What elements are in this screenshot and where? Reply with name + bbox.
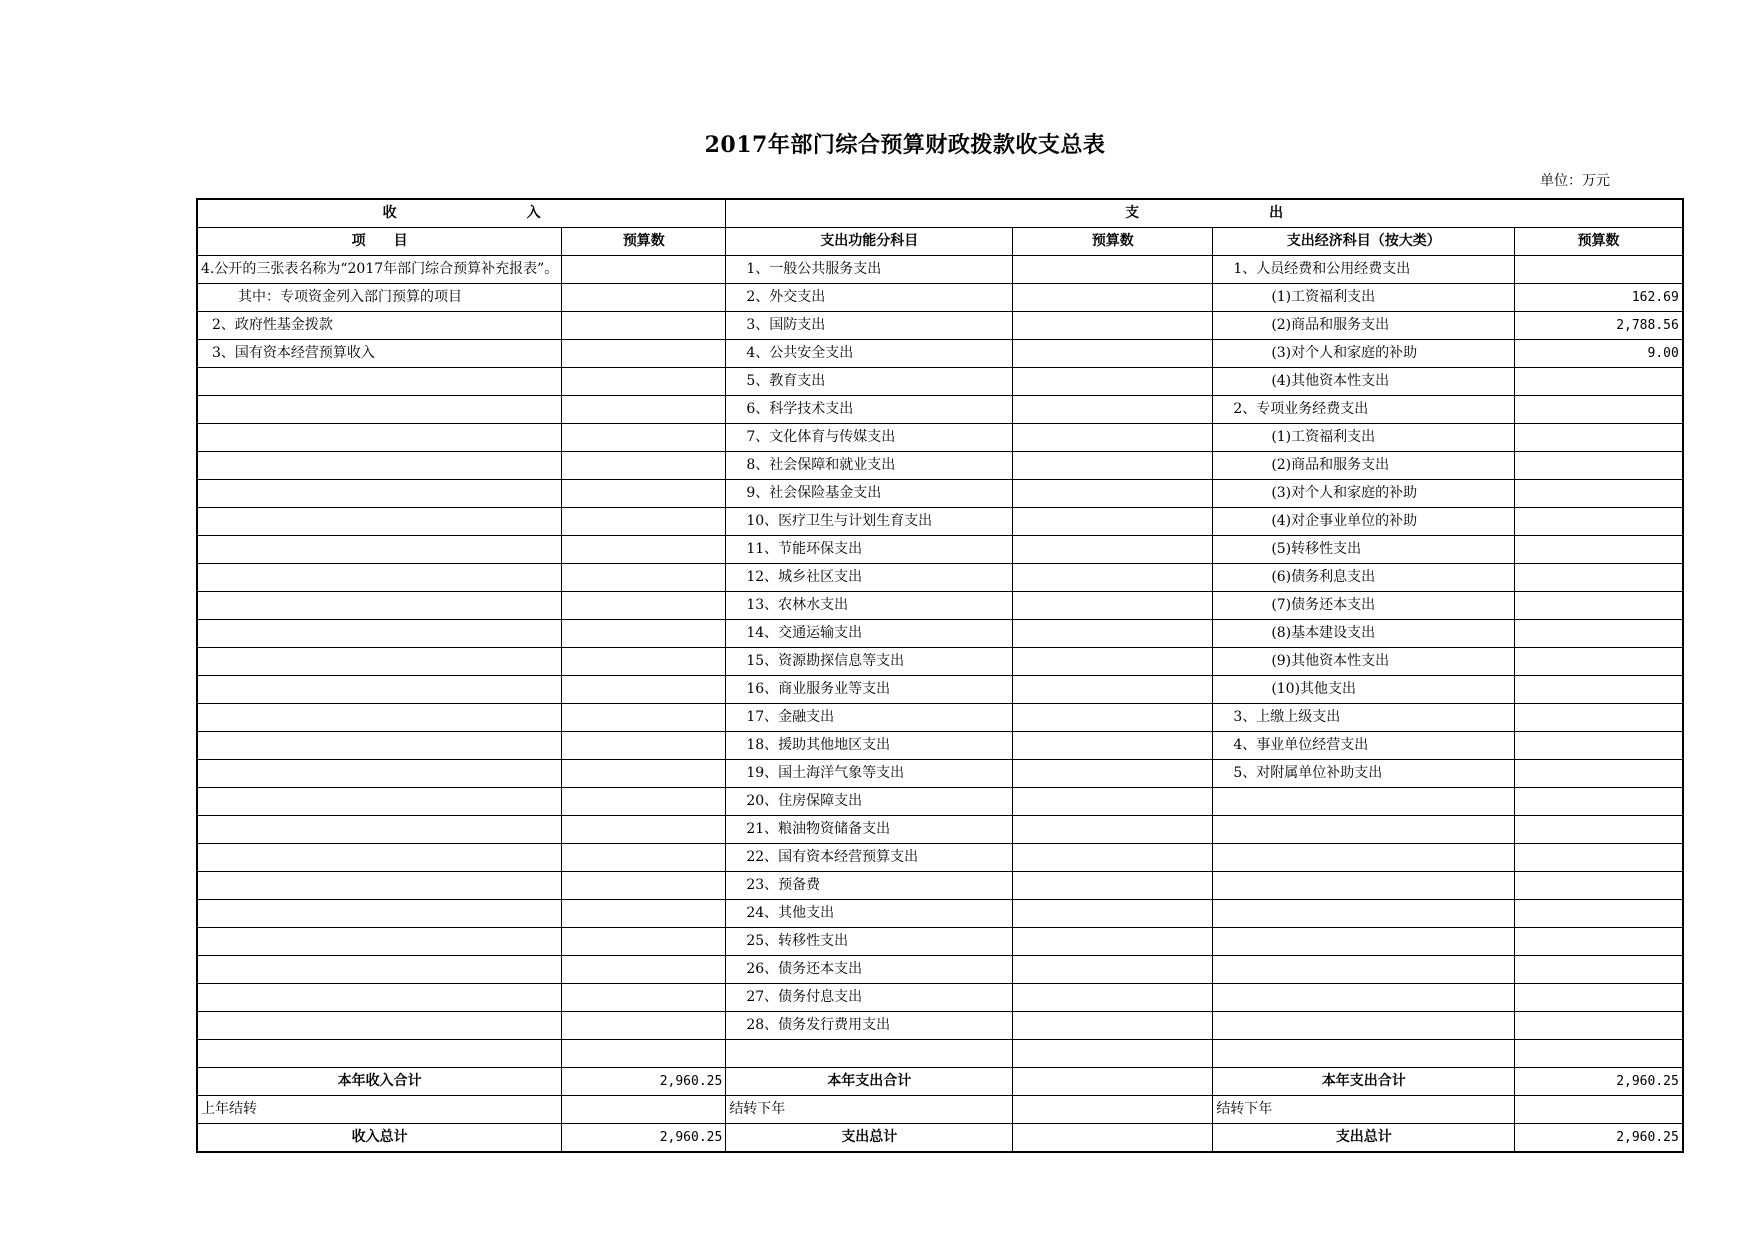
income-item-cell bbox=[197, 872, 562, 900]
income-item-cell bbox=[197, 396, 562, 424]
table-row bbox=[197, 368, 1683, 396]
page-title: 2017年部门综合预算财政拨款收支总表 bbox=[704, 132, 1106, 158]
income-budget-cell bbox=[562, 872, 726, 900]
func-item-cell: 13、农林水支出 bbox=[726, 592, 1013, 620]
econ-budget-cell bbox=[1515, 1040, 1683, 1068]
econ-item-cell: (10)其他支出 bbox=[1213, 676, 1515, 704]
econ-item-cell bbox=[1213, 872, 1515, 900]
section-header-row bbox=[197, 199, 1683, 228]
table-row bbox=[197, 620, 1683, 648]
func-item-cell: 20、住房保障支出 bbox=[726, 788, 1013, 816]
econ-budget-cell bbox=[1515, 816, 1683, 844]
income-item-cell bbox=[197, 424, 562, 452]
income-item-cell bbox=[197, 564, 562, 592]
func-budget-cell bbox=[1013, 872, 1213, 900]
econ-budget-cell bbox=[1515, 788, 1683, 816]
econ-budget-cell bbox=[1515, 256, 1683, 284]
econ-budget-cell bbox=[1515, 368, 1683, 396]
carry-out-econ-label: 结转下年 bbox=[1213, 1096, 1515, 1124]
income-budget-cell bbox=[562, 424, 726, 452]
income-budget-cell bbox=[562, 368, 726, 396]
econ-item-cell: (4)对企事业单位的补助 bbox=[1213, 508, 1515, 536]
income-item-cell bbox=[197, 508, 562, 536]
income-budget-cell bbox=[562, 284, 726, 312]
func-item-cell: 21、粮油物资储备支出 bbox=[726, 816, 1013, 844]
table-row bbox=[197, 312, 1683, 340]
income-budget-cell bbox=[562, 788, 726, 816]
func-budget-cell bbox=[1013, 340, 1213, 368]
expense-year-total-label: 本年支出合计 bbox=[726, 1068, 1013, 1096]
econ-budget-cell bbox=[1515, 732, 1683, 760]
income-item-cell bbox=[197, 984, 562, 1012]
income-item-cell bbox=[197, 900, 562, 928]
func-budget-cell bbox=[1013, 312, 1213, 340]
econ-item-cell: 4、事业单位经营支出 bbox=[1213, 732, 1515, 760]
income-item-cell bbox=[197, 704, 562, 732]
func-budget-cell bbox=[1013, 788, 1213, 816]
func-budget-cell bbox=[1013, 592, 1213, 620]
income-budget-cell bbox=[562, 256, 726, 284]
income-budget-cell bbox=[562, 844, 726, 872]
econ-budget-cell bbox=[1515, 1012, 1683, 1040]
income-item-cell bbox=[197, 620, 562, 648]
expense-year-total-func-value bbox=[1013, 1068, 1213, 1096]
expense-total-label: 支出总计 bbox=[726, 1124, 1013, 1153]
table-row bbox=[197, 536, 1683, 564]
func-budget-cell bbox=[1013, 1012, 1213, 1040]
econ-item-cell: (2)商品和服务支出 bbox=[1213, 452, 1515, 480]
econ-item-cell bbox=[1213, 844, 1515, 872]
income-budget-cell bbox=[562, 956, 726, 984]
table-row bbox=[197, 564, 1683, 592]
income-item-cell bbox=[197, 536, 562, 564]
carry-in-label: 上年结转 bbox=[197, 1096, 562, 1124]
func-budget-cell bbox=[1013, 620, 1213, 648]
income-item-cell bbox=[197, 1040, 562, 1068]
econ-budget-cell bbox=[1515, 536, 1683, 564]
table-row bbox=[197, 872, 1683, 900]
func-item-cell: 17、金融支出 bbox=[726, 704, 1013, 732]
income-budget-cell bbox=[562, 900, 726, 928]
col-header-func: 支出功能分科目 bbox=[726, 228, 1013, 256]
table-row bbox=[197, 1040, 1683, 1068]
func-item-cell: 26、债务还本支出 bbox=[726, 956, 1013, 984]
income-total-value: 2,960.25 bbox=[562, 1124, 726, 1153]
func-budget-cell bbox=[1013, 844, 1213, 872]
econ-item-cell: 5、对附属单位补助支出 bbox=[1213, 760, 1515, 788]
func-item-cell: 11、节能环保支出 bbox=[726, 536, 1013, 564]
econ-item-cell: 1、人员经费和公用经费支出 bbox=[1213, 256, 1515, 284]
income-item-cell: 3、国有资本经营预算收入 bbox=[197, 340, 562, 368]
func-budget-cell bbox=[1013, 256, 1213, 284]
econ-item-cell bbox=[1213, 956, 1515, 984]
col-header-econ-budget: 预算数 bbox=[1515, 228, 1683, 256]
func-budget-cell bbox=[1013, 900, 1213, 928]
econ-budget-cell bbox=[1515, 592, 1683, 620]
func-item-cell: 25、转移性支出 bbox=[726, 928, 1013, 956]
func-item-cell: 14、交通运输支出 bbox=[726, 620, 1013, 648]
income-budget-cell bbox=[562, 928, 726, 956]
func-item-cell: 18、援助其他地区支出 bbox=[726, 732, 1013, 760]
econ-item-cell bbox=[1213, 1040, 1515, 1068]
econ-item-cell: (5)转移性支出 bbox=[1213, 536, 1515, 564]
econ-budget-cell bbox=[1515, 984, 1683, 1012]
table-row bbox=[197, 816, 1683, 844]
unit-label: 单位：万元 bbox=[1540, 173, 1610, 189]
expense-total-econ-label: 支出总计 bbox=[1213, 1124, 1515, 1153]
func-item-cell: 10、医疗卫生与计划生育支出 bbox=[726, 508, 1013, 536]
income-item-cell bbox=[197, 788, 562, 816]
col-header-item: 项 目 bbox=[197, 228, 562, 256]
table-row bbox=[197, 788, 1683, 816]
income-budget-cell bbox=[562, 760, 726, 788]
expense-section-header: 支 出 bbox=[726, 199, 1683, 228]
econ-item-cell: (6)债务利息支出 bbox=[1213, 564, 1515, 592]
func-item-cell: 6、科学技术支出 bbox=[726, 396, 1013, 424]
econ-item-cell: (2)商品和服务支出 bbox=[1213, 312, 1515, 340]
income-budget-cell bbox=[562, 704, 726, 732]
econ-item-cell bbox=[1213, 984, 1515, 1012]
func-budget-cell bbox=[1013, 648, 1213, 676]
econ-item-cell: (3)对个人和家庭的补助 bbox=[1213, 340, 1515, 368]
func-budget-cell bbox=[1013, 984, 1213, 1012]
econ-item-cell bbox=[1213, 788, 1515, 816]
income-item-cell: 4.公开的三张表名称为“2017年部门综合预算补充报表”。 bbox=[197, 256, 562, 284]
func-budget-cell bbox=[1013, 928, 1213, 956]
func-budget-cell bbox=[1013, 732, 1213, 760]
income-item-cell bbox=[197, 592, 562, 620]
table-row bbox=[197, 256, 1683, 284]
table-row bbox=[197, 732, 1683, 760]
econ-budget-cell bbox=[1515, 900, 1683, 928]
table-row bbox=[197, 480, 1683, 508]
func-item-cell: 27、债务付息支出 bbox=[726, 984, 1013, 1012]
expense-year-total-value: 2,960.25 bbox=[1515, 1068, 1683, 1096]
func-item-cell: 2、外交支出 bbox=[726, 284, 1013, 312]
table-row bbox=[197, 928, 1683, 956]
income-item-cell: 其中：专项资金列入部门预算的项目 bbox=[197, 284, 562, 312]
func-item-cell: 1、一般公共服务支出 bbox=[726, 256, 1013, 284]
column-header-row bbox=[197, 228, 1683, 256]
income-budget-cell bbox=[562, 984, 726, 1012]
func-item-cell: 8、社会保障和就业支出 bbox=[726, 452, 1013, 480]
income-item-cell bbox=[197, 676, 562, 704]
econ-item-cell bbox=[1213, 1012, 1515, 1040]
econ-item-cell: (1)工资福利支出 bbox=[1213, 284, 1515, 312]
econ-item-cell: (7)债务还本支出 bbox=[1213, 592, 1515, 620]
expense-total-value: 2,960.25 bbox=[1515, 1124, 1683, 1153]
func-budget-cell bbox=[1013, 536, 1213, 564]
expense-total-func-value bbox=[1013, 1124, 1213, 1153]
func-budget-cell bbox=[1013, 452, 1213, 480]
table-row bbox=[197, 1012, 1683, 1040]
income-budget-cell bbox=[562, 480, 726, 508]
income-budget-cell bbox=[562, 452, 726, 480]
econ-item-cell: (3)对个人和家庭的补助 bbox=[1213, 480, 1515, 508]
func-item-cell: 19、国土海洋气象等支出 bbox=[726, 760, 1013, 788]
income-section-header: 收 入 bbox=[197, 199, 726, 228]
func-budget-cell bbox=[1013, 1040, 1213, 1068]
table-row bbox=[197, 284, 1683, 312]
carry-out-func-value bbox=[1013, 1096, 1213, 1124]
func-budget-cell bbox=[1013, 564, 1213, 592]
func-budget-cell bbox=[1013, 396, 1213, 424]
table-row bbox=[197, 676, 1683, 704]
econ-budget-cell: 162.69 bbox=[1515, 284, 1683, 312]
income-item-cell bbox=[197, 760, 562, 788]
func-budget-cell bbox=[1013, 284, 1213, 312]
econ-budget-cell bbox=[1515, 676, 1683, 704]
income-budget-cell bbox=[562, 1040, 726, 1068]
econ-budget-cell bbox=[1515, 508, 1683, 536]
col-header-econ: 支出经济科目（按大类） bbox=[1213, 228, 1515, 256]
econ-budget-cell: 9.00 bbox=[1515, 340, 1683, 368]
func-budget-cell bbox=[1013, 368, 1213, 396]
econ-budget-cell bbox=[1515, 844, 1683, 872]
year-total-row bbox=[197, 1068, 1683, 1096]
income-item-cell bbox=[197, 928, 562, 956]
func-item-cell: 3、国防支出 bbox=[726, 312, 1013, 340]
income-item-cell bbox=[197, 648, 562, 676]
econ-item-cell: (1)工资福利支出 bbox=[1213, 424, 1515, 452]
econ-budget-cell bbox=[1515, 480, 1683, 508]
income-item-cell: 2、政府性基金拨款 bbox=[197, 312, 562, 340]
income-item-cell bbox=[197, 1012, 562, 1040]
econ-budget-cell bbox=[1515, 928, 1683, 956]
income-year-total-label: 本年收入合计 bbox=[197, 1068, 562, 1096]
income-item-cell bbox=[197, 816, 562, 844]
table-row bbox=[197, 704, 1683, 732]
func-item-cell: 16、商业服务业等支出 bbox=[726, 676, 1013, 704]
table-row bbox=[197, 340, 1683, 368]
income-total-label: 收入总计 bbox=[197, 1124, 562, 1153]
func-item-cell: 24、其他支出 bbox=[726, 900, 1013, 928]
econ-item-cell bbox=[1213, 816, 1515, 844]
table-row bbox=[197, 648, 1683, 676]
income-budget-cell bbox=[562, 676, 726, 704]
econ-item-cell: 2、专项业务经费支出 bbox=[1213, 396, 1515, 424]
table-row bbox=[197, 452, 1683, 480]
econ-budget-cell bbox=[1515, 620, 1683, 648]
income-year-total-value: 2,960.25 bbox=[562, 1068, 726, 1096]
income-budget-cell bbox=[562, 1012, 726, 1040]
func-item-cell: 22、国有资本经营预算支出 bbox=[726, 844, 1013, 872]
table-row bbox=[197, 592, 1683, 620]
income-budget-cell bbox=[562, 564, 726, 592]
col-header-budget: 预算数 bbox=[562, 228, 726, 256]
econ-budget-cell bbox=[1515, 760, 1683, 788]
table-row bbox=[197, 396, 1683, 424]
carry-out-econ-value bbox=[1515, 1096, 1683, 1124]
econ-budget-cell bbox=[1515, 452, 1683, 480]
func-item-cell: 4、公共安全支出 bbox=[726, 340, 1013, 368]
income-budget-cell bbox=[562, 592, 726, 620]
carry-row bbox=[197, 1096, 1683, 1124]
func-budget-cell bbox=[1013, 760, 1213, 788]
func-item-cell: 23、预备费 bbox=[726, 872, 1013, 900]
func-item-cell: 12、城乡社区支出 bbox=[726, 564, 1013, 592]
econ-budget-cell bbox=[1515, 956, 1683, 984]
func-item-cell: 28、债务发行费用支出 bbox=[726, 1012, 1013, 1040]
func-budget-cell bbox=[1013, 424, 1213, 452]
func-budget-cell bbox=[1013, 676, 1213, 704]
income-item-cell bbox=[197, 368, 562, 396]
income-budget-cell bbox=[562, 816, 726, 844]
income-budget-cell bbox=[562, 312, 726, 340]
table-row bbox=[197, 844, 1683, 872]
econ-budget-cell: 2,788.56 bbox=[1515, 312, 1683, 340]
table-row bbox=[197, 956, 1683, 984]
carry-out-label: 结转下年 bbox=[726, 1096, 1013, 1124]
econ-budget-cell bbox=[1515, 872, 1683, 900]
income-budget-cell bbox=[562, 508, 726, 536]
func-budget-cell bbox=[1013, 816, 1213, 844]
func-budget-cell bbox=[1013, 480, 1213, 508]
income-budget-cell bbox=[562, 648, 726, 676]
func-item-cell: 9、社会保险基金支出 bbox=[726, 480, 1013, 508]
income-item-cell bbox=[197, 956, 562, 984]
income-item-cell bbox=[197, 732, 562, 760]
func-item-cell: 5、教育支出 bbox=[726, 368, 1013, 396]
econ-item-cell: (9)其他资本性支出 bbox=[1213, 648, 1515, 676]
col-header-func-budget: 预算数 bbox=[1013, 228, 1213, 256]
econ-item-cell: (8)基本建设支出 bbox=[1213, 620, 1515, 648]
table-row bbox=[197, 984, 1683, 1012]
econ-budget-cell bbox=[1515, 564, 1683, 592]
income-item-cell bbox=[197, 480, 562, 508]
income-item-cell bbox=[197, 452, 562, 480]
func-item-cell bbox=[726, 1040, 1013, 1068]
grand-total-row bbox=[197, 1124, 1683, 1153]
expense-year-total-econ-label: 本年支出合计 bbox=[1213, 1068, 1515, 1096]
carry-in-value bbox=[562, 1096, 726, 1124]
econ-item-cell: 3、上缴上级支出 bbox=[1213, 704, 1515, 732]
econ-item-cell bbox=[1213, 928, 1515, 956]
income-budget-cell bbox=[562, 732, 726, 760]
econ-budget-cell bbox=[1515, 424, 1683, 452]
func-budget-cell bbox=[1013, 508, 1213, 536]
income-item-cell bbox=[197, 844, 562, 872]
budget-table bbox=[196, 198, 1684, 1153]
income-budget-cell bbox=[562, 620, 726, 648]
table-row bbox=[197, 508, 1683, 536]
econ-item-cell bbox=[1213, 900, 1515, 928]
table-row bbox=[197, 424, 1683, 452]
func-budget-cell bbox=[1013, 956, 1213, 984]
income-budget-cell bbox=[562, 536, 726, 564]
func-item-cell: 15、资源勘探信息等支出 bbox=[726, 648, 1013, 676]
func-budget-cell bbox=[1013, 704, 1213, 732]
income-budget-cell bbox=[562, 396, 726, 424]
table-row bbox=[197, 900, 1683, 928]
func-item-cell: 7、文化体育与传媒支出 bbox=[726, 424, 1013, 452]
econ-item-cell: (4)其他资本性支出 bbox=[1213, 368, 1515, 396]
econ-budget-cell bbox=[1515, 704, 1683, 732]
econ-budget-cell bbox=[1515, 648, 1683, 676]
income-budget-cell bbox=[562, 340, 726, 368]
econ-budget-cell bbox=[1515, 396, 1683, 424]
table-row bbox=[197, 760, 1683, 788]
